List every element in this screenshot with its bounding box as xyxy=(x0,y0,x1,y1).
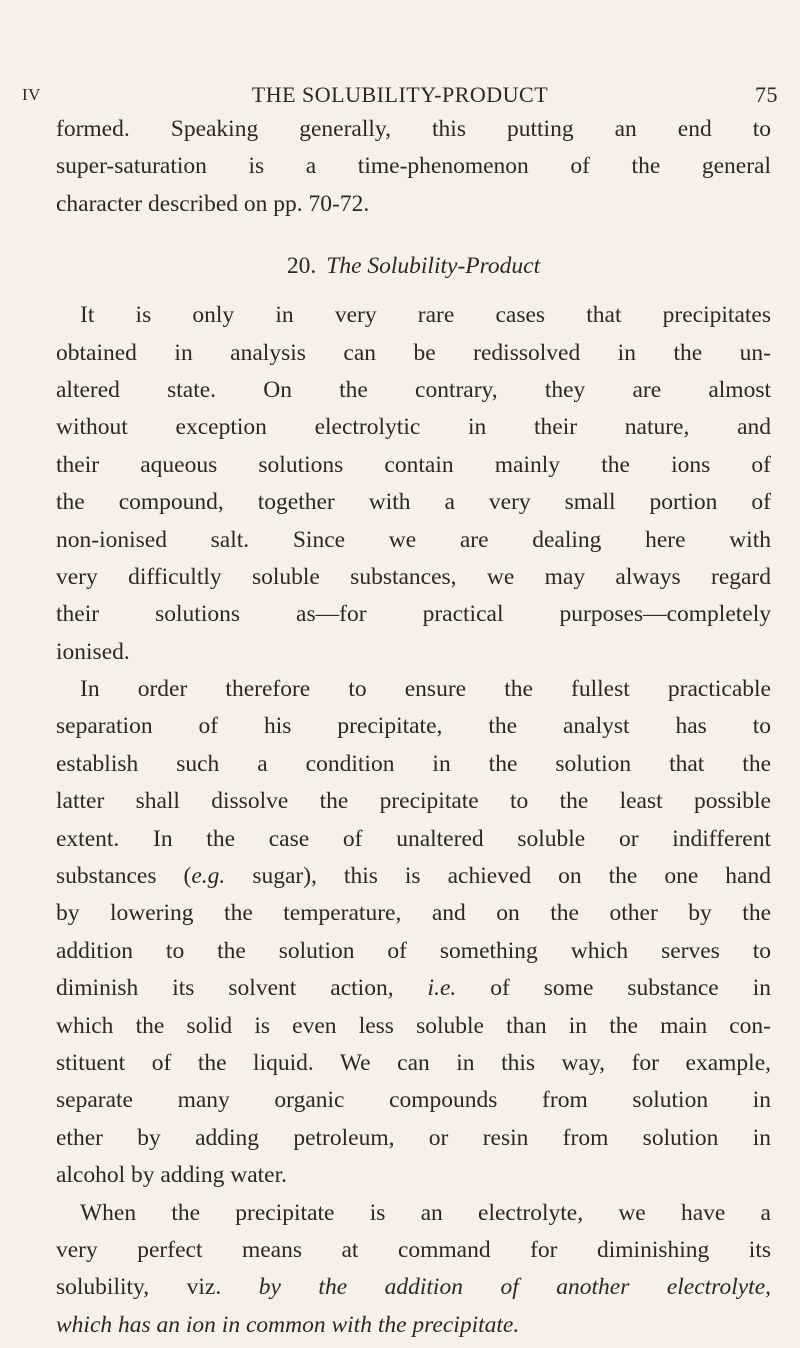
paragraph xyxy=(56,1195,771,1345)
text-line: extent. In the case of unaltered soluble or indifferent xyxy=(56,825,771,852)
text-line xyxy=(56,1269,771,1306)
text-line: obtained in analysis can be redissolved in the un- xyxy=(56,339,771,366)
text-line xyxy=(56,858,771,895)
text-line: When the precipitate is an electrolyte, we have a xyxy=(80,1199,771,1226)
section-heading xyxy=(56,223,771,297)
body-text xyxy=(56,111,771,1344)
text-line: ionised. xyxy=(56,638,130,665)
text-line: their aqueous solutions contain mainly the ions of xyxy=(56,451,771,478)
paragraph xyxy=(56,297,771,671)
text-run: substances ( xyxy=(56,863,192,890)
text-line: non-ionised salt. Since we are dealing here with xyxy=(56,526,771,553)
text-line: alcohol by adding water. xyxy=(56,1162,288,1189)
text-line: which the solid is even less soluble than in the main con- xyxy=(56,1012,771,1039)
italic-run: by the addition of another electrolyte, xyxy=(258,1274,772,1301)
text-line: ether by adding petroleum, or resin from solution in xyxy=(56,1124,771,1151)
section-number: 20. xyxy=(286,253,317,280)
text-line: very perfect means at command for diminishing its xyxy=(56,1236,771,1263)
text-line: separate many organic compounds from solution in xyxy=(56,1087,771,1114)
running-head xyxy=(22,80,778,110)
text-line: which has an ion in common with the precipitate. xyxy=(56,1311,520,1338)
text-line: latter shall dissolve the precipitate to the least possible xyxy=(56,788,771,815)
page-number: 75 xyxy=(755,82,778,107)
text-line: super-saturation is a time-phenomenon of the general xyxy=(56,153,771,180)
paragraph xyxy=(56,671,771,1194)
text-run: diminish its solvent action, xyxy=(56,975,428,1002)
section-title: The Solubility-Product xyxy=(326,253,541,280)
text-line: by lowering the temperature, and on the other by the xyxy=(56,900,771,927)
running-title: THE SOLUBILITY-PRODUCT xyxy=(251,82,549,107)
text-line: without exception electrolytic in their nature, and xyxy=(56,414,771,441)
text-line: stituent of the liquid. We can in this way, for example, xyxy=(56,1049,771,1076)
text-line: altered state. On the contrary, they are almost xyxy=(56,376,771,403)
text-line: In order therefore to ensure the fullest practicable xyxy=(80,676,771,703)
text-line: character described on pp. 70-72. xyxy=(56,190,370,217)
text-line: formed. Speaking generally, this putting an end to xyxy=(56,116,771,142)
text-line xyxy=(56,970,771,1007)
text-line: addition to the solution of something which serves to xyxy=(56,937,771,964)
text-line: separation of his precipitate, the analyst has to xyxy=(56,713,771,740)
italic-run: e.g. xyxy=(191,863,226,890)
italic-run: i.e. xyxy=(427,975,457,1002)
text-line: establish such a condition in the solution that the xyxy=(56,750,771,777)
text-line: very difficultly soluble substances, we may always regard xyxy=(56,563,771,590)
text-line: their solutions as—for practical purposes—completely xyxy=(56,601,771,628)
text-run: sugar), this is achieved on the one hand xyxy=(225,863,771,890)
text-run: of some substance in xyxy=(456,975,771,1002)
text-line: the compound, together with a very small portion of xyxy=(56,489,771,516)
text-run: solubility, viz. xyxy=(56,1274,259,1301)
chapter-numeral: IV xyxy=(22,85,41,104)
text-line: It is only in very rare cases that precipitates xyxy=(80,302,771,329)
